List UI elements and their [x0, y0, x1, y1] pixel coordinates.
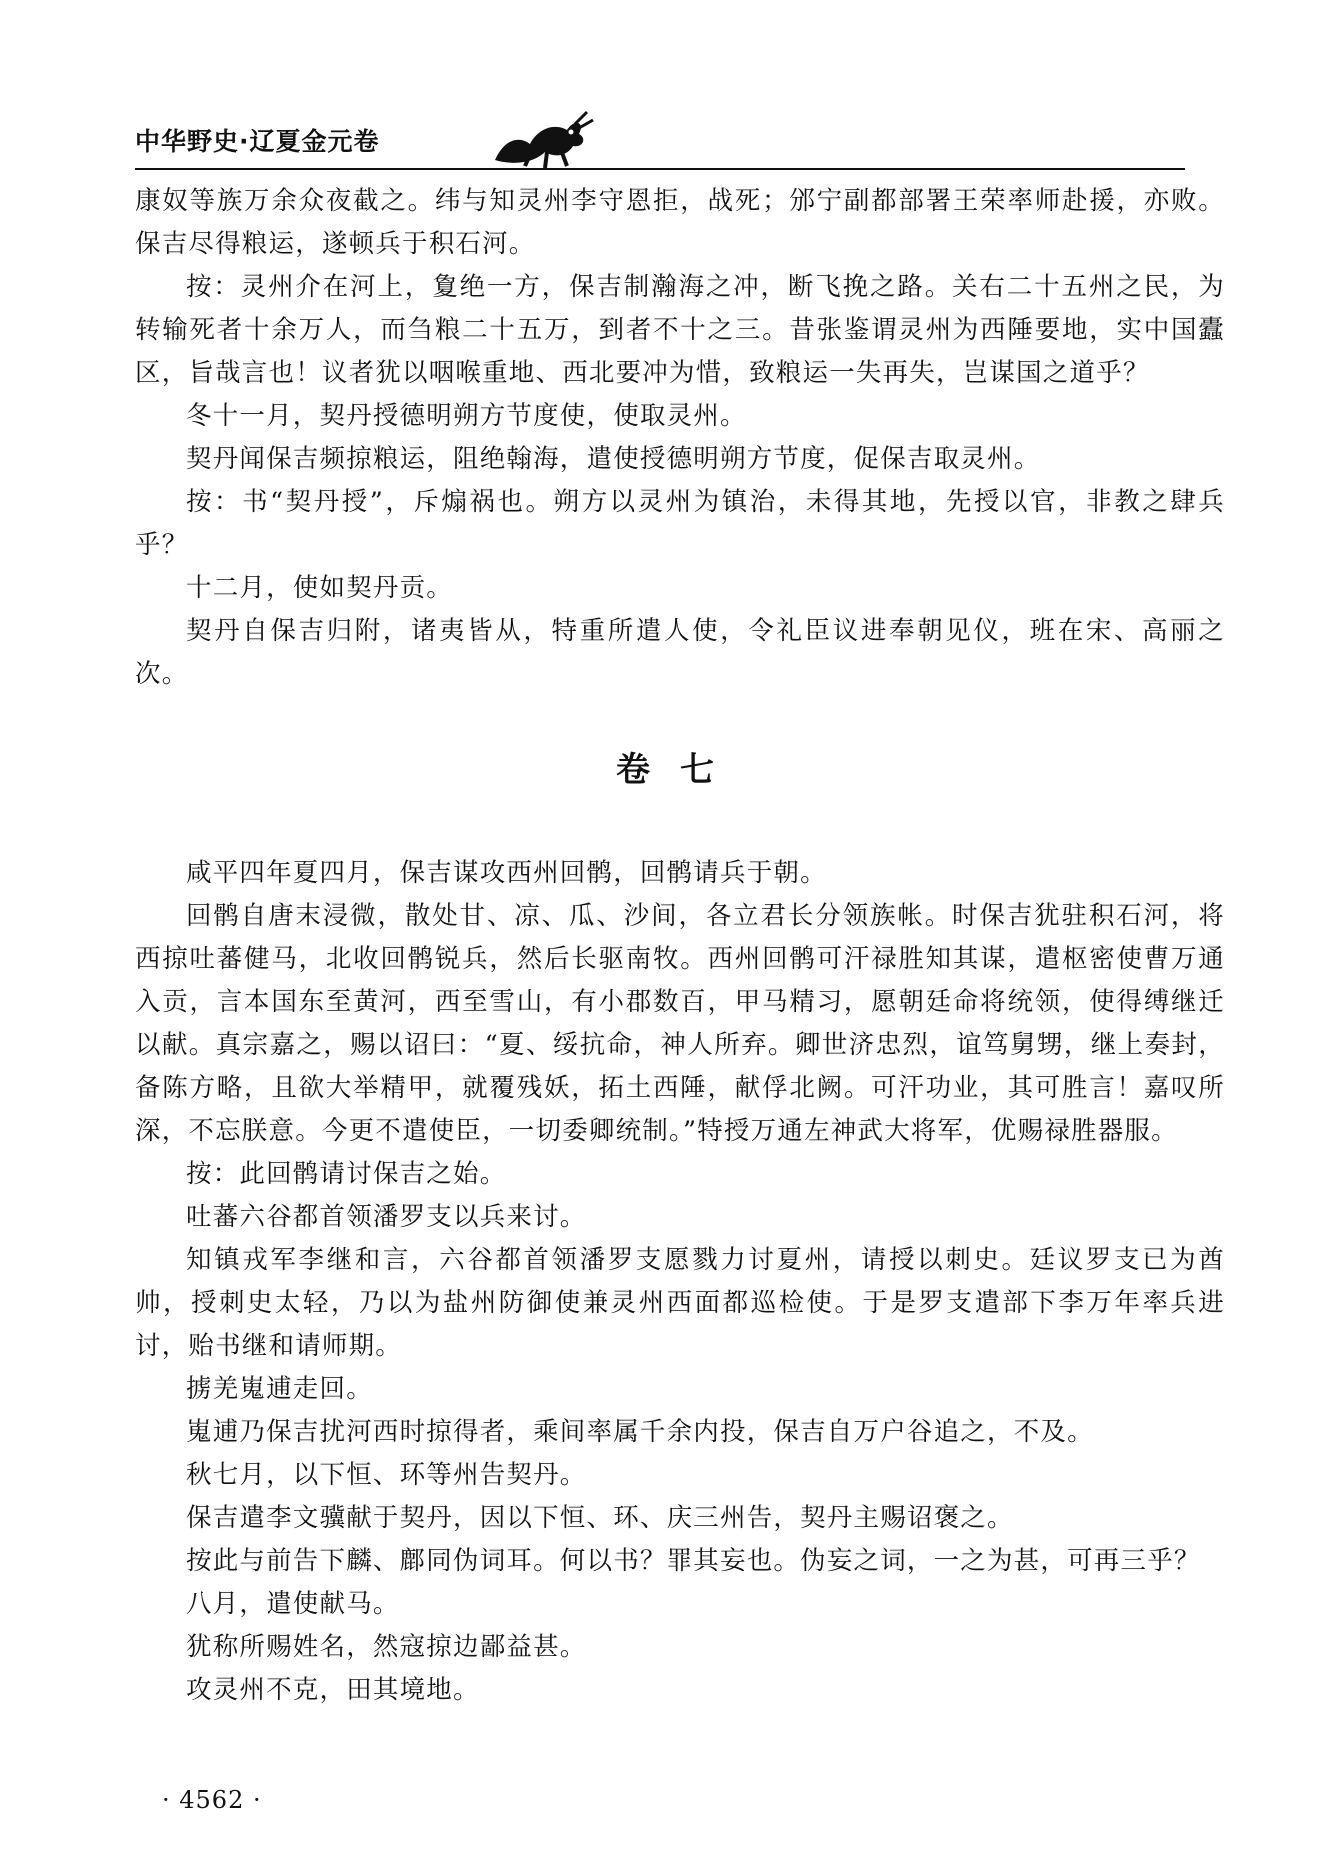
- dragon-emblem-icon: [475, 108, 595, 170]
- paragraph: 知镇戎军李继和言，六谷都首领潘罗支愿戮力讨夏州，请授以刺史。廷议罗支已为酋帅，授刺史太轻，乃以为盐州防御使兼灵州西面都巡检使。于是罗支遣部下李万年率兵进讨，贻书继和请师期。: [135, 1245, 1225, 1361]
- book-title: 中华野史·辽夏金元卷: [135, 127, 380, 156]
- chapter-title: 卷七: [616, 750, 744, 790]
- paragraph: 按此与前告下麟、鄜同伪词耳。何以书？罪其妄也。伪妄之词，一之为甚，可再三乎？: [186, 1546, 1201, 1576]
- paragraph: 冬十一月，契丹授德明朔方节度使，使取灵州。: [186, 401, 747, 431]
- paragraph: 契丹自保吉归附，诸夷皆从，特重所遣人使，令礼臣议进奉朝见仪，班在宋、高丽之次。: [135, 616, 1225, 689]
- paragraph: 保吉遣李文骥献于契丹，因以下恒、环、庆三州告，契丹主赐诏褒之。: [186, 1503, 1014, 1533]
- paragraph: 回鹘自唐末浸微，散处甘、凉、瓜、沙间，各立君长分领族帐。时保吉犹驻积石河，将西掠吐蕃健马，北收回鹘锐兵，然后长驱南牧。西州回鹘可汗禄胜知其谋，遣枢密使曹万通入贡，言本国东至黄河，西至雪山，有小郡数百，甲马精习，愿朝廷命将统领，使得缚继迁以献。真宗嘉之，赐以诏曰：“夏、绥抗命，神人所弃。卿世济忠烈，谊笃舅甥，继上奏封，备陈方略，且欲大举精甲，就覆残妖，拓土西陲，献俘北阙。可汗功业，其可胜言！嘉叹所深，不忘朕意。今更不遣使臣，一切委卿统制。”特授万通左神武大将军，优赐禄胜器服。: [135, 901, 1225, 1146]
- header-rule: [135, 168, 1185, 170]
- paragraph: 按：灵州介在河上，夐绝一方，保吉制瀚海之冲，断飞挽之路。关右二十五州之民，为转输死者十余万人，而刍粮二十五万，到者不十之三。昔张鉴谓灵州为西陲要地，实中国蠹区，旨哉言也！议者犹以咽喉重地、西北要冲为惜，致粮运一失再失，岂谋国之道乎？: [135, 272, 1225, 388]
- paragraph: 按：此回鹘请讨保吉之始。: [186, 1159, 507, 1189]
- paragraph: 按：书“契丹授”，斥煽祸也。朔方以灵州为镇治，未得其地，先授以官，非教之肆兵乎？: [135, 487, 1225, 560]
- paragraph: 十二月，使如契丹贡。: [186, 573, 454, 603]
- paragraph: 掳羌嵬逋走回。: [186, 1374, 373, 1404]
- paragraph: 嵬逋乃保吉扰河西时掠得者，乘间率属千余内投，保吉自万户谷追之，不及。: [186, 1417, 1094, 1447]
- bottom-paragraphs: [135, 852, 1225, 1712]
- paragraph: 犹称所赐姓名，然寇掠边鄙益甚。: [186, 1632, 587, 1662]
- paragraph: 八月，遣使献马。: [186, 1589, 400, 1619]
- top-paragraphs: [135, 180, 1225, 696]
- paragraph: 攻灵州不克，田其境地。: [186, 1675, 480, 1705]
- page-header: [135, 108, 1185, 170]
- paragraph: 康奴等族万余众夜截之。纬与知灵州李守恩拒，战死；邠宁副都部署王荣率师赴援，亦败。保吉尽得粮运，遂顿兵于积石河。: [135, 186, 1225, 259]
- page-number: · 4562 ·: [162, 1786, 262, 1814]
- paragraph: 契丹闻保吉频掠粮运，阻绝翰海，遣使授德明朔方节度，促保吉取灵州。: [186, 444, 1041, 474]
- page-body: [135, 180, 1225, 1712]
- paragraph: 咸平四年夏四月，保吉谋攻西州回鹘，回鹘请兵于朝。: [186, 858, 827, 888]
- paragraph: 吐蕃六谷都首领潘罗支以兵来讨。: [186, 1202, 587, 1232]
- paragraph: 秋七月，以下恒、环等州告契丹。: [186, 1460, 587, 1490]
